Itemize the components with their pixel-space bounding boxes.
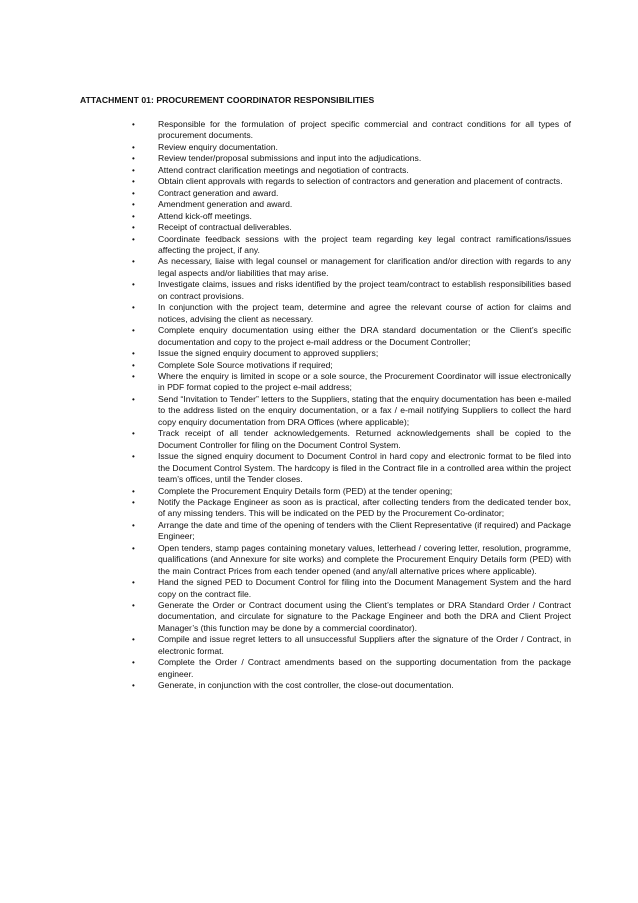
list-item	[124, 360, 571, 371]
list-item-text: Notify the Package Engineer as soon as is practical, after collecting tenders from the dedicated tender box, of any missing tenders. This will be indicated on the PED by the Procurement Co-ordinator;	[158, 496, 571, 519]
list-item	[124, 153, 571, 164]
bullet-icon: •	[132, 497, 135, 507]
list-item	[124, 325, 571, 348]
bullet-icon: •	[132, 429, 135, 439]
list-item-text: As necessary, liaise with legal counsel or management for clarification and/or direction with regards to any legal aspects and/or liabilities that may arise.	[158, 256, 571, 278]
list-item	[124, 211, 571, 222]
list-item	[124, 119, 571, 142]
list-item-text: Track receipt of all tender acknowledgements. Returned acknowledgements shall be copied to the Document Controller for filing on the Document Control System.	[158, 428, 571, 450]
list-item-text: Complete Sole Source motivations if required;	[158, 359, 333, 370]
bullet-icon: •	[132, 211, 135, 221]
list-item-text: Complete the Order / Contract amendments based on the supporting documentation from the package engineer.	[158, 657, 571, 679]
bullet-icon: •	[132, 601, 135, 611]
bullet-icon: •	[132, 120, 135, 129]
list-item	[124, 165, 571, 176]
bullet-icon: •	[132, 200, 135, 210]
bullet-icon: •	[132, 142, 135, 152]
list-item	[124, 199, 571, 210]
bullet-icon: •	[132, 257, 135, 267]
bullet-icon: •	[132, 486, 135, 496]
list-item	[124, 188, 571, 199]
list-item-text: Coordinate feedback sessions with the project team regarding key legal contract ramifications/issues affecting the project, if any.	[158, 233, 571, 255]
list-item	[124, 176, 571, 187]
list-item-text: Open tenders, stamp pages containing monetary values, letterhead / covering letter, resolution, programme, qualifications (and Annexure for site works) and complete the Procurement Enquiry Details form (PED) with the main Contract Prices from each tender opened (and any/all alternative prices where applicable).	[158, 542, 571, 576]
bullet-icon: •	[132, 578, 135, 588]
list-item-text: Complete the Procurement Enquiry Details form (PED) at the tender opening;	[158, 485, 453, 496]
list-item	[124, 451, 571, 485]
bullet-icon: •	[132, 234, 135, 244]
list-item-text: Compile and issue regret letters to all unsuccessful Suppliers after the signature of the Order / Contract, in electronic format.	[158, 634, 571, 656]
list-item	[124, 520, 571, 543]
list-item-text: In conjunction with the project team, determine and agree the relevant course of action for claims and notices, advising the client as necessary.	[158, 302, 571, 324]
list-item-text: Contract generation and award.	[158, 187, 279, 198]
list-item	[124, 680, 571, 691]
list-item	[124, 428, 571, 451]
list-item-text: Responsible for the formulation of project specific commercial and contract conditions for all types of procurement documents.	[158, 119, 571, 141]
bullet-icon: •	[132, 658, 135, 668]
list-item-text: Issue the signed enquiry document to approved suppliers;	[158, 348, 379, 359]
list-item-text: Amendment generation and award.	[158, 199, 293, 210]
bullet-icon: •	[132, 154, 135, 164]
list-item	[124, 222, 571, 233]
bullet-icon: •	[132, 223, 135, 233]
bullet-icon: •	[132, 543, 135, 553]
bullet-icon: •	[132, 371, 135, 381]
list-item-text: Generate the Order or Contract document using the Client’s templates or DRA Standard Order / Contract documentation, and circulate for signature to the Package Engineer and both the DRA and Client Project Manager’s (this function may be done by a commercial coordinator).	[158, 600, 571, 633]
list-item-text: Obtain client approvals with regards to selection of contractors and generation and placement of contracts.	[158, 176, 563, 187]
list-item	[124, 142, 571, 153]
list-item-text: Attend kick-off meetings.	[158, 210, 252, 221]
list-item-text: Hand the signed PED to Document Control for filing into the Document Management System and the hard copy on the contract file.	[158, 577, 571, 599]
bullet-icon: •	[132, 165, 135, 175]
list-item	[124, 279, 571, 302]
list-item-text: Arrange the date and time of the opening of tenders with the Client Representative (if required) and Package Engineer;	[158, 519, 571, 542]
bullet-icon: •	[132, 177, 135, 187]
list-item-text: Complete enquiry documentation using either the DRA standard documentation or the Client’s specific documentation and copy to the project e-mail address or the Document Controller;	[158, 325, 571, 347]
list-item	[124, 600, 571, 634]
list-item	[124, 394, 571, 428]
bullet-icon: •	[132, 326, 135, 336]
bullet-icon: •	[132, 303, 135, 313]
list-item-text: Review enquiry documentation.	[158, 141, 278, 152]
list-item-text: Review tender/proposal submissions and input into the adjudications.	[158, 153, 422, 164]
bullet-icon: •	[132, 452, 135, 462]
list-item-text: Attend contract clarification meetings and negotiation of contracts.	[158, 164, 409, 175]
list-item	[124, 634, 571, 657]
list-item	[124, 371, 571, 394]
list-item-text: Send “Invitation to Tender” letters to the Suppliers, stating that the enquiry documentation has been e-mailed to the address listed on the enquiry documentation, or a fax / e-mail notifying Suppliers to collect the hard copy enquiry documentation from DRA Offices (where applicable);	[158, 393, 571, 427]
list-item	[124, 256, 571, 279]
bullet-icon: •	[132, 520, 135, 530]
list-item	[124, 577, 571, 600]
bullet-icon: •	[132, 681, 135, 691]
list-item-text: Receipt of contractual deliverables.	[158, 222, 292, 233]
list-item-text: Generate, in conjunction with the cost controller, the close-out documentation.	[158, 680, 454, 691]
bullet-icon: •	[132, 635, 135, 645]
list-item	[124, 486, 571, 497]
bullet-icon: •	[132, 394, 135, 404]
list-item	[124, 348, 571, 359]
list-item	[124, 543, 571, 577]
list-item	[124, 657, 571, 680]
list-item	[124, 302, 571, 325]
list-item-text: Investigate claims, issues and risks identified by the project team/contract to establish responsibilities based on contract provisions.	[158, 279, 571, 301]
attachment-heading: ATTACHMENT 01: PROCUREMENT COORDINATOR RESPONSIBILITIES	[80, 95, 375, 105]
list-item	[124, 234, 571, 257]
bullet-icon: •	[132, 349, 135, 359]
bullet-icon: •	[132, 280, 135, 290]
bullet-icon: •	[132, 188, 135, 198]
list-item	[124, 497, 571, 520]
bullet-icon: •	[132, 360, 135, 370]
list-item-text: Issue the signed enquiry document to Document Control in hard copy and electronic format to be filed into the Document Control System. The hardcopy is filed in the Contract file in a controlled area within the project team’s offices, until the Tender closes.	[158, 451, 571, 485]
responsibilities-list	[124, 119, 571, 692]
list-item-text: Where the enquiry is limited in scope or a sole source, the Procurement Coordinator will issue electronically in PDF format copied to the project e-mail address;	[158, 370, 571, 393]
